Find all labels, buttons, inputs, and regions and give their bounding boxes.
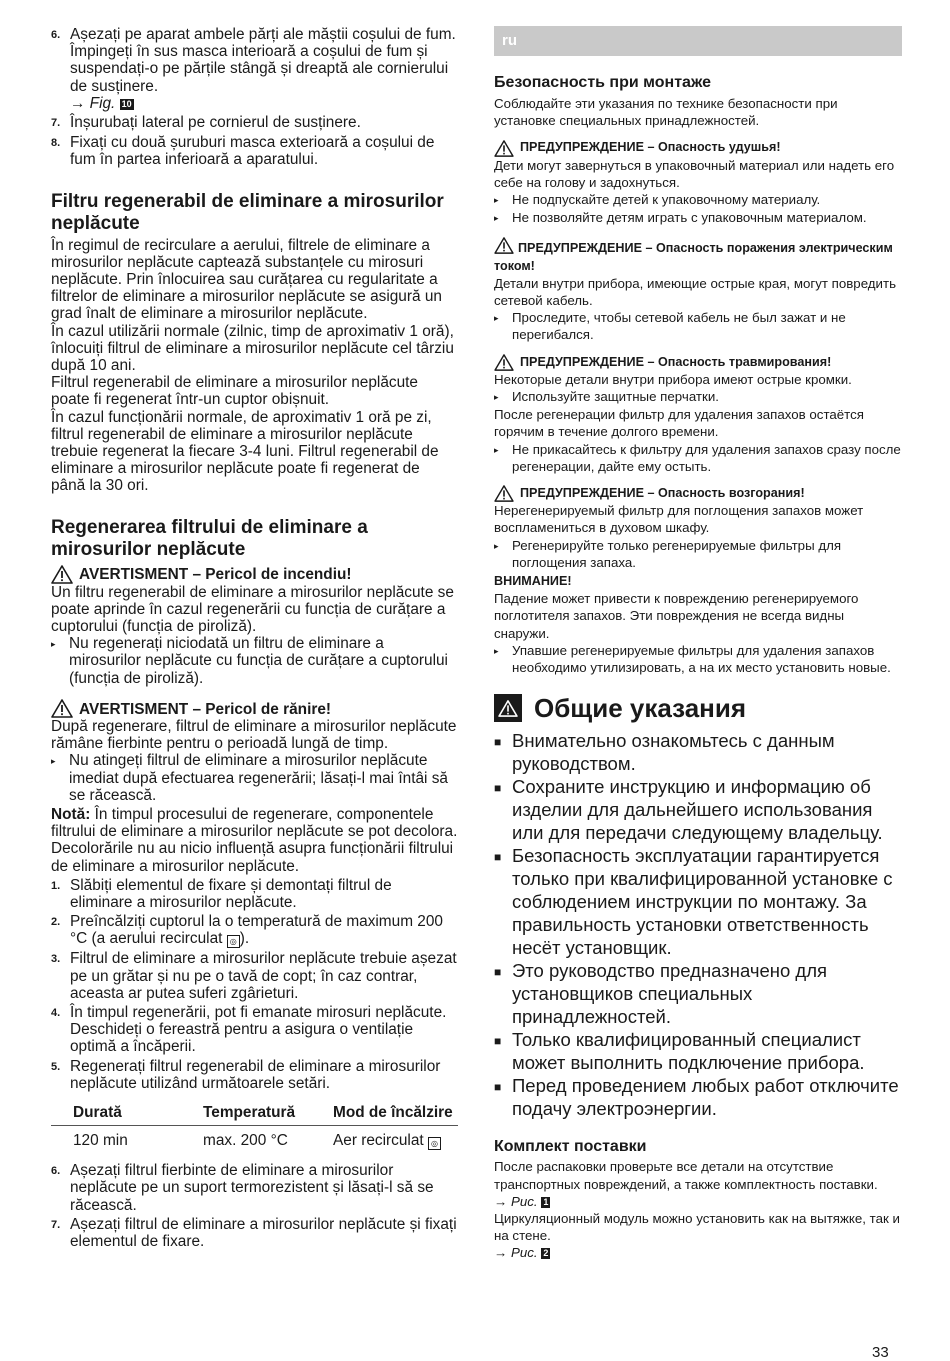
bullet-arrow-icon: ▸ bbox=[494, 645, 499, 656]
step-text: În timpul regenerării, pot fi emanate mirosuri neplăcute. Deschideți o fereastră pentru a asigura o ventilație optimă a încăperii. bbox=[70, 1003, 447, 1056]
bullet-text: Упавшие регенерируемые фильтры для удаления запахов необходимо утилизировать, а на их место установить новые. bbox=[512, 642, 891, 676]
warning-text: Un filtru regenerabil de eliminare a mirosurilor neplăcute se poate aprinde în cazul regenerării cu funcția de curățare a cuptorului (funcția de piroliză). bbox=[51, 583, 454, 636]
step-8-top bbox=[51, 134, 458, 168]
bullet-text: Не позволяйте детям играть с упаковочным материалом. bbox=[512, 210, 867, 226]
step-number: 3. bbox=[51, 953, 61, 966]
list-item-text: Только квалифицированный специалист может выполнить подключение прибора. bbox=[512, 1029, 865, 1074]
bullet-item bbox=[51, 635, 458, 687]
list-item-text: Безопасность эксплуатации гарантируется только при квалифицированной установке с соблюдением инструкции по монтажу. За правильность установки ответственность несёт установщик. bbox=[512, 845, 893, 959]
warning-triangle-icon bbox=[51, 565, 73, 584]
warning-suffocation-heading bbox=[494, 139, 902, 156]
table-cell: 120 min bbox=[73, 1132, 128, 1150]
paragraph: Filtrul regenerabil de eliminare a mirosurilor neplăcute poate fi regenerat într-un cuptor obișnuit. bbox=[51, 374, 418, 409]
step-number: 4. bbox=[51, 1006, 61, 1019]
recirculation-mode-icon: ◎ bbox=[227, 935, 240, 948]
warning-triangle-icon bbox=[51, 699, 73, 718]
step-text: Slăbiți elementul de fixare și demontați filtrul de eliminare a mirosurilor neplăcute. bbox=[70, 876, 392, 911]
general-instructions-heading bbox=[494, 693, 902, 723]
regeneration-steps bbox=[51, 877, 458, 1092]
bullet-text: Nu regenerați niciodată un filtru de eliminare a mirosurilor neplăcute cu funcția de curățare a cuptorului (funcția de piroliză). bbox=[69, 635, 448, 687]
step-6-after bbox=[51, 1162, 458, 1214]
step-text: Fixați cu două șuruburi masca exterioară a coșului de fum în partea inferioară a aparatului. bbox=[70, 134, 435, 169]
warning-title: AVERTISMENT – Pericol de rănire! bbox=[79, 700, 332, 718]
list-item-text: Сохраните инструкцию и информацию об изделии для дальнейшего использования или для передачи следующему владельцу. bbox=[512, 776, 883, 844]
regeneration-settings-table bbox=[51, 1102, 458, 1152]
step-3 bbox=[51, 950, 458, 1002]
bullet-arrow-icon: ▸ bbox=[494, 540, 499, 551]
warning-triangle-icon bbox=[494, 485, 514, 502]
list-item bbox=[494, 1028, 902, 1074]
bullet-item bbox=[51, 752, 458, 804]
warning-title-wrap bbox=[494, 237, 902, 274]
step-5 bbox=[51, 1058, 458, 1092]
warning-triangle-icon bbox=[498, 700, 518, 717]
table-cell bbox=[311, 1126, 458, 1153]
column-header: Durată bbox=[51, 1102, 181, 1126]
attention-text: Падение может привести к повреждению регенерируемого поглотителя запахов. Эти повреждения не всегда видны снаружи. bbox=[494, 591, 859, 641]
section-heading-regeneration: Regenerarea filtrului de eliminare a mirosurilor neplăcute bbox=[51, 516, 368, 560]
bullet-text: Проследите, чтобы сетевой кабель не был зажат и не перегибался. bbox=[512, 310, 846, 343]
warning-electric-shock-heading bbox=[494, 237, 902, 274]
note-paragraph bbox=[51, 806, 458, 875]
section-heading-delivery-kit: Комплект поставки bbox=[494, 1138, 647, 1156]
paragraph: În cazul utilizării normale (zilnic, timp de aproximativ 1 oră), înlocuiți filtrul de eliminare a mirosurilor neplăcute cel târziu după 10 ani. bbox=[51, 322, 454, 375]
warning-text: Нерегенерируемый фильтр для поглощения запахов может воспламениться в духовом шкафу. bbox=[494, 503, 864, 536]
list-item bbox=[494, 844, 902, 959]
list-item-text: Внимательно ознакомьтесь с данным руководством. bbox=[512, 730, 835, 775]
warning-text: Дети могут завернуться в упаковочный материал или надеть его себе на голову и задохнуться. bbox=[494, 157, 895, 190]
page-number: 33 bbox=[872, 1344, 889, 1361]
figure-reference-line bbox=[494, 1193, 902, 1210]
step-2 bbox=[51, 913, 458, 948]
bullet-arrow-icon: ▸ bbox=[494, 392, 499, 403]
square-bullet-icon: ■ bbox=[494, 781, 502, 796]
bullet-arrow-icon: ▸ bbox=[51, 639, 56, 650]
warning-text: Некоторые детали внутри прибора имеют острые кромки. bbox=[494, 371, 852, 387]
warning-title: ПРЕДУПРЕЖДЕНИЕ – Опасность поражения электрическим током! bbox=[494, 241, 893, 273]
figure-reference: → Рис. bbox=[494, 1245, 538, 1261]
paragraph: После распаковки проверьте все детали на отсутствие транспортных повреждений, а также комплектность поставки. bbox=[494, 1159, 878, 1192]
step-text bbox=[70, 26, 458, 112]
bullet-item bbox=[494, 309, 902, 343]
figure-number-badge: 2 bbox=[543, 1248, 549, 1259]
warning-triangle-icon bbox=[494, 140, 514, 157]
figure-reference: → Рис. bbox=[494, 1193, 538, 1209]
left-column-ro bbox=[51, 26, 458, 1252]
step-number: 7. bbox=[51, 1218, 61, 1231]
figure-reference-line bbox=[494, 1244, 902, 1261]
language-bar: ru bbox=[494, 26, 902, 56]
warning-triangle-icon bbox=[494, 354, 514, 371]
square-bullet-icon: ■ bbox=[494, 965, 502, 980]
warning-text: După regenerare, filtrul de eliminare a mirosurilor neplăcute rămâne fierbinte pentru o perioadă lungă de timp. bbox=[51, 717, 457, 753]
bullet-arrow-icon: ▸ bbox=[51, 756, 56, 767]
step-text bbox=[70, 913, 458, 948]
step-number: 2. bbox=[51, 916, 61, 929]
step-7-top bbox=[51, 114, 458, 132]
bullet-arrow-icon: ▸ bbox=[494, 313, 499, 324]
warning-title: AVERTISMENT – Pericol de incendiu! bbox=[79, 566, 352, 584]
section-heading-regenerable-filter: Filtru regenerabil de eliminare a mirosurilor neplăcute bbox=[51, 190, 444, 234]
right-column-ru bbox=[494, 26, 902, 1262]
list-item bbox=[494, 1074, 902, 1120]
step-number: 6. bbox=[51, 1165, 61, 1178]
table-header-row bbox=[51, 1102, 458, 1126]
bullet-item bbox=[494, 209, 902, 227]
step-1 bbox=[51, 877, 458, 911]
step-4 bbox=[51, 1004, 458, 1056]
square-bullet-icon: ■ bbox=[494, 1034, 502, 1049]
warning-box-icon bbox=[494, 694, 522, 722]
warning-fire-heading bbox=[51, 565, 458, 584]
step-7-after bbox=[51, 1216, 458, 1250]
list-item-text: Перед проведением любых работ отключите подачу электроэнергии. bbox=[512, 1075, 899, 1120]
step-text: Regenerați filtrul regenerabil de eliminare a mirosurilor neplăcute utilizând următoarele setări. bbox=[70, 1057, 441, 1092]
list-item-text: Это руководство предназначено для установщиков специальных принадлежностей. bbox=[512, 960, 828, 1028]
step-text: Înșurubați lateral pe cornierul de susținere. bbox=[70, 114, 361, 132]
bullet-arrow-icon: ▸ bbox=[494, 213, 499, 224]
paragraph: Соблюдайте эти указания по технике безопасности при установке специальных принадлежностей. bbox=[494, 96, 838, 129]
step-text: Așezați filtrul fierbinte de eliminare a mirosurilor neplăcute pe un suport termorezistent și lăsați-l să se răcească. bbox=[70, 1162, 434, 1214]
step-text-body: Preîncălziți cuptorul la o temperatură de maximum 200 °C (a aerului recirculat bbox=[70, 913, 443, 948]
step-text-tail: ). bbox=[239, 930, 250, 948]
step-text: Așezați filtrul de eliminare a mirosurilor neplăcute și fixați elementul de fixare. bbox=[70, 1215, 457, 1250]
warning-title: ПРЕДУПРЕЖДЕНИЕ – Опасность травмирования! bbox=[520, 354, 832, 369]
bullet-text: Не прикасайтесь к фильтру для удаления запахов сразу после регенерации, дайте ему остыть. bbox=[512, 441, 901, 474]
table-cell: max. 200 °C bbox=[203, 1132, 288, 1150]
warning-text: После регенерации фильтр для удаления запахов остаётся горячим в течение долгого времени. bbox=[494, 407, 864, 440]
warning-title: ПРЕДУПРЕЖДЕНИЕ – Опасность возгорания! bbox=[520, 486, 805, 501]
bullet-item bbox=[494, 191, 902, 209]
figure-number-badge: 10 bbox=[121, 98, 132, 109]
step-6-top bbox=[51, 26, 458, 112]
square-bullet-icon: ■ bbox=[494, 735, 502, 750]
step-text: Filtrul de eliminare a mirosurilor neplăcute trebuie așezat pe un grătar și nu pe o tavă de copt; în caz contrar, aceasta ar putea suferi zgârieturi. bbox=[70, 950, 457, 1002]
list-item bbox=[494, 775, 902, 844]
step-text-body: Așezați pe aparat ambele părți ale măștii coșului de fum. Împingeți în sus masca interioară a coșului de fum și suspendați-o pe părțile stângă și dreaptă ale cornierului de susținere. bbox=[70, 26, 456, 95]
recirculation-mode-icon: ◎ bbox=[428, 1137, 441, 1150]
bullet-text: Регенерируйте только регенерируемые фильтры для поглощения запаха. bbox=[512, 537, 842, 570]
bullet-arrow-icon: ▸ bbox=[494, 195, 499, 206]
bullet-item bbox=[494, 388, 902, 406]
step-number: 6. bbox=[51, 29, 61, 41]
warning-text: Детали внутри прибора, имеющие острые края, могут повредить сетевой кабель. bbox=[494, 275, 896, 309]
step-number: 5. bbox=[51, 1060, 61, 1073]
bullet-item bbox=[494, 642, 902, 676]
step-number: 7. bbox=[51, 117, 61, 130]
bullet-arrow-icon: ▸ bbox=[494, 444, 499, 455]
paragraph: În cazul funcționării normale, de aproximativ 1 oră pe zi, filtrul regenerabil de eliminare a mirosurilor neplăcute trebuie regenerat la fiecare 3-4 luni. Filtrul regenerabil de eliminare a mirosurilor neplăcute poate fi regenerat de până la 30 ori. bbox=[51, 408, 439, 495]
figure-reference: → Fig. bbox=[70, 94, 116, 112]
section-heading-installation-safety: Безопасность при монтаже bbox=[494, 74, 711, 91]
warning-fire-heading bbox=[494, 485, 902, 502]
warning-triangle-icon bbox=[494, 237, 514, 254]
column-header: Temperatură bbox=[181, 1102, 311, 1126]
warning-injury-heading bbox=[494, 354, 902, 371]
column-header: Mod de încălzire bbox=[311, 1102, 458, 1126]
warning-title: ПРЕДУПРЕЖДЕНИЕ – Опасность удушья! bbox=[520, 140, 781, 155]
bullet-item bbox=[494, 537, 902, 571]
paragraph: Циркуляционный модуль можно установить как на вытяжке, так и на стене. bbox=[494, 1210, 900, 1244]
attention-label: ВНИМАНИЕ! bbox=[494, 574, 572, 589]
warning-injury-heading bbox=[51, 699, 458, 718]
bullet-item bbox=[494, 441, 902, 475]
figure-number-badge: 1 bbox=[543, 1196, 549, 1207]
note-text: În timpul procesului de regenerare, componentele filtrului de eliminare a mirosurilor neplăcute se pot decolora. Decolorările nu au nicio influență asupra funcționării filtrului de eliminare a mirosurilor neplăcute. bbox=[51, 805, 458, 875]
note-label: Notă: bbox=[51, 805, 91, 823]
paragraph: În regimul de recirculare a aerului, filtrele de eliminare a mirosurilor neplăcute captează substanțele cu mirosuri neplăcute. Prin înlocuirea sau curățarea cu regularitate a filtrelor de eliminare a mirosurilor neplăcute se asigură un grad înalt de eliminare a mirosurilor neplăcute. bbox=[51, 236, 442, 323]
table-row bbox=[51, 1126, 458, 1153]
square-bullet-icon: ■ bbox=[494, 850, 502, 865]
list-item bbox=[494, 729, 902, 775]
bullet-text: Используйте защитные перчатки. bbox=[512, 389, 719, 405]
step-number: 1. bbox=[51, 879, 61, 892]
general-instructions-list bbox=[494, 729, 902, 1120]
bullet-text: Не подпускайте детей к упаковочному материалу. bbox=[512, 192, 821, 208]
bullet-text: Nu atingeți filtrul de eliminare a mirosurilor neplăcute imediat după efectuarea regenerării; lăsați-l mai întâi să se răcească. bbox=[69, 752, 448, 804]
list-item bbox=[494, 959, 902, 1028]
table-cell-text: Aer recirculat bbox=[333, 1132, 424, 1150]
page-section-title: Общие указания bbox=[534, 693, 747, 724]
square-bullet-icon: ■ bbox=[494, 1080, 502, 1095]
step-number: 8. bbox=[51, 137, 61, 150]
